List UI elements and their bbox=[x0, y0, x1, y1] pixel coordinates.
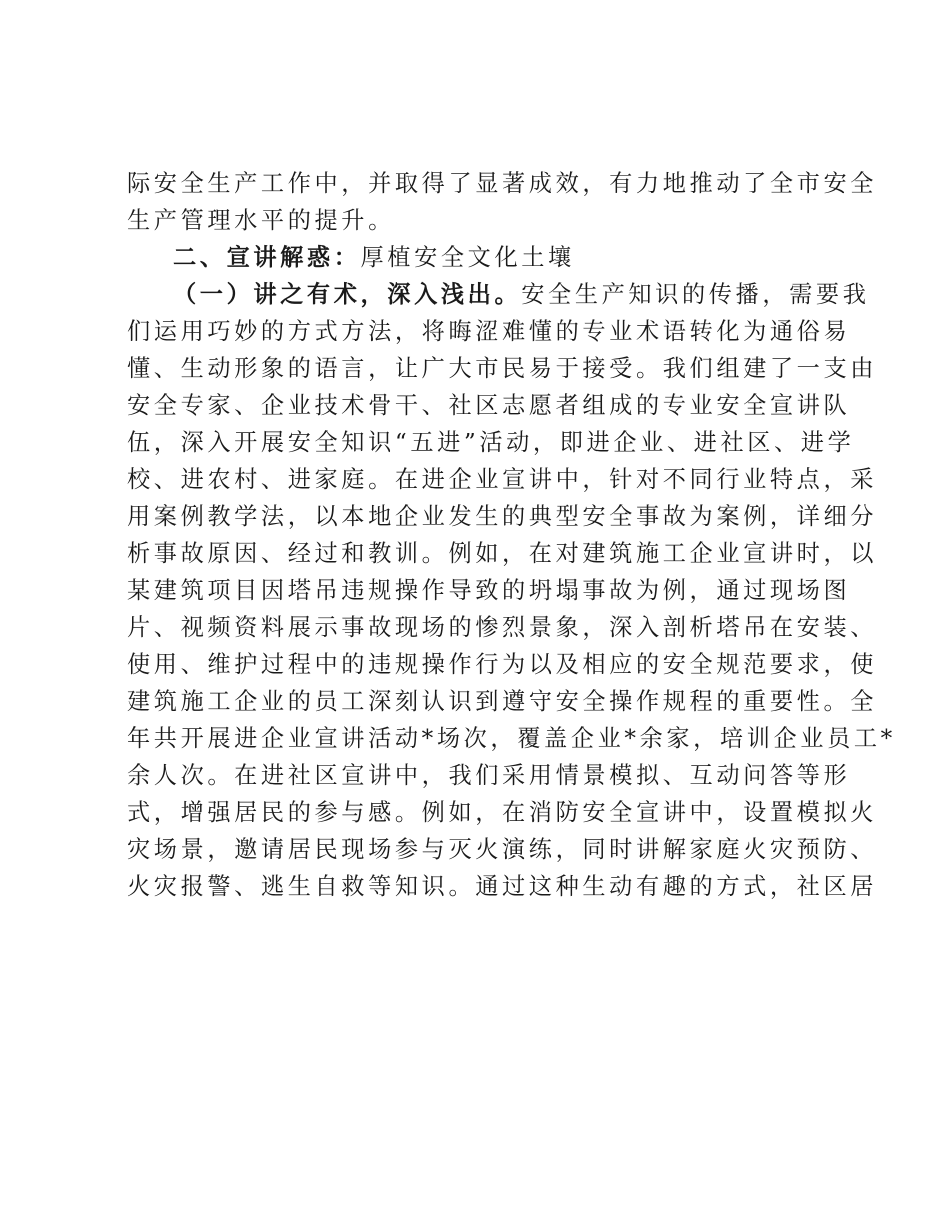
paragraph-line: 们运用巧妙的方式方法，将晦涩难懂的专业术语转化为通俗易 bbox=[127, 318, 851, 345]
body-text bbox=[127, 165, 896, 905]
subsection-first-line-rest: 安全生产知识的传播，需要我 bbox=[521, 281, 870, 308]
subsection-first-line bbox=[127, 276, 870, 313]
paragraph-line: 安全专家、企业技术骨干、社区志愿者组成的专业安全宣讲队 bbox=[127, 392, 851, 419]
paragraph-line: 使用、维护过程中的违规操作行为以及相应的安全规范要求，使 bbox=[127, 651, 878, 678]
subsection-lead: （一）讲之有术，深入浅出。 bbox=[173, 281, 522, 308]
paragraph-line: 灾场景，邀请居民现场参与灭火演练，同时讲解家庭火灾预防、 bbox=[127, 836, 878, 863]
paragraph-line: 际安全生产工作中，并取得了显著成效，有力地推动了全市安全 bbox=[127, 170, 878, 197]
paragraph-line: 余人次。在进社区宣讲中，我们采用情景模拟、互动问答等形 bbox=[127, 762, 851, 789]
paragraph-line: 片、视频资料展示事故现场的惨烈景象，深入剖析塔吊在安装、 bbox=[127, 614, 878, 641]
section-heading bbox=[127, 239, 833, 276]
paragraph-line: 某建筑项目因塔吊违规操作导致的坍塌事故为例，通过现场图 bbox=[127, 577, 851, 604]
paragraph-line: 火灾报警、逃生自救等知识。通过这种生动有趣的方式，社区居 bbox=[127, 873, 878, 900]
paragraph-line: 生产管理水平的提升。 bbox=[127, 207, 395, 234]
paragraph-line: 式，增强居民的参与感。例如，在消防安全宣讲中，设置模拟火 bbox=[127, 799, 878, 826]
paragraph-line: 校、进农村、进家庭。在进企业宣讲中，针对不同行业特点，采 bbox=[127, 466, 878, 493]
paragraph-line: 析事故原因、经过和教训。例如，在对建筑施工企业宣讲时，以 bbox=[127, 540, 878, 567]
paragraph-line: 建筑施工企业的员工深刻认识到遵守安全操作规程的重要性。全 bbox=[127, 688, 878, 715]
paragraph-line: 用案例教学法，以本地企业发生的典型安全事故为案例，详细分 bbox=[127, 503, 878, 530]
paragraph-line: 懂、生动形象的语言，让广大市民易于接受。我们组建了一支由 bbox=[127, 355, 878, 382]
paragraph-line: 伍，深入开展安全知识“五进”活动，即进企业、进社区、进学 bbox=[127, 429, 855, 456]
paragraph-line: 年共开展进企业宣讲活动*场次，覆盖企业*余家，培训企业员工* bbox=[127, 725, 896, 752]
section-heading-label: 二、宣讲解惑： bbox=[173, 244, 361, 271]
section-heading-text: 厚植安全文化土壤 bbox=[360, 244, 575, 271]
